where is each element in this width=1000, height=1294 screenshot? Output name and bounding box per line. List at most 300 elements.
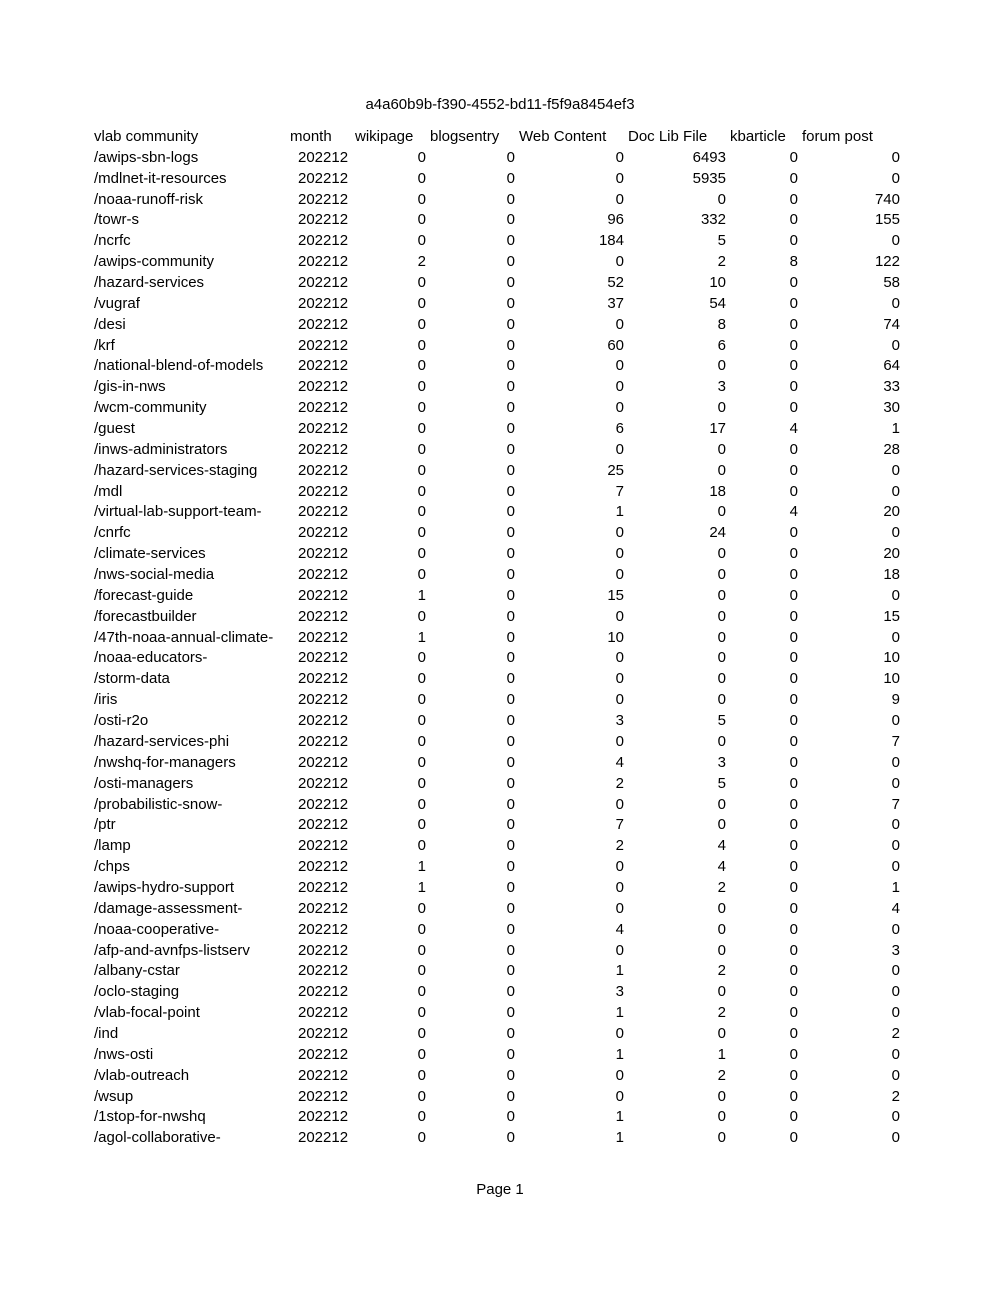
wikipage-cell: 0 <box>417 649 426 667</box>
table-row <box>92 315 904 336</box>
community-cell: /ind <box>94 1024 119 1042</box>
page-number: Page 1 <box>476 1181 524 1198</box>
forum-post-cell: 2 <box>891 1024 900 1042</box>
kbarticle-cell: 0 <box>789 315 798 333</box>
doc-lib-file-cell: 0 <box>717 816 726 834</box>
kbarticle-cell: 0 <box>789 461 798 479</box>
month-cell: 202212 <box>298 148 349 166</box>
web-content-cell: 25 <box>607 461 624 479</box>
forum-post-cell: 0 <box>891 816 900 834</box>
community-cell: /guest <box>94 420 135 438</box>
community-cell: /ncrfc <box>94 232 131 250</box>
kbarticle-cell: 0 <box>789 357 798 375</box>
kbarticle-cell: 0 <box>789 440 798 458</box>
community-cell: /wsup <box>94 1087 134 1105</box>
kbarticle-cell: 0 <box>789 545 798 563</box>
table-row <box>92 1087 904 1108</box>
doc-lib-file-cell: 6 <box>717 336 726 354</box>
kbarticle-cell: 0 <box>789 1087 798 1105</box>
wikipage-cell: 0 <box>417 461 426 479</box>
blogsentry-cell: 0 <box>506 1129 515 1147</box>
month-cell: 202212 <box>298 1024 349 1042</box>
col-header-blogsentry: blogsentry <box>430 128 500 145</box>
blogsentry-cell: 0 <box>506 524 515 542</box>
doc-lib-file-cell: 0 <box>717 440 726 458</box>
forum-post-cell: 155 <box>874 211 900 229</box>
web-content-cell: 0 <box>615 253 624 271</box>
web-content-cell: 4 <box>615 920 624 938</box>
blogsentry-cell: 0 <box>506 211 515 229</box>
forum-post-cell: 0 <box>891 586 900 604</box>
doc-lib-file-cell: 0 <box>717 1087 726 1105</box>
month-cell: 202212 <box>298 712 349 730</box>
community-cell: /towr-s <box>94 211 139 229</box>
forum-post-cell: 0 <box>891 712 900 730</box>
month-cell: 202212 <box>298 211 349 229</box>
wikipage-cell: 0 <box>417 420 426 438</box>
wikipage-cell: 0 <box>417 294 426 312</box>
forum-post-cell: 7 <box>891 795 900 813</box>
month-cell: 202212 <box>298 274 349 292</box>
wikipage-cell: 0 <box>417 148 426 166</box>
table-row <box>92 398 904 419</box>
community-cell: /oclo-staging <box>94 983 180 1001</box>
table-row <box>92 1066 904 1087</box>
wikipage-cell: 0 <box>417 607 426 625</box>
table-row <box>92 1024 904 1045</box>
community-cell: /awips-sbn-logs <box>94 148 199 166</box>
blogsentry-cell: 0 <box>506 1045 515 1063</box>
community-cell: /desi <box>94 315 126 333</box>
web-content-cell: 0 <box>615 1066 624 1084</box>
kbarticle-cell: 0 <box>789 399 798 417</box>
kbarticle-cell: 0 <box>789 816 798 834</box>
kbarticle-cell: 0 <box>789 274 798 292</box>
forum-post-cell: 4 <box>891 899 900 917</box>
community-cell: /iris <box>94 691 118 709</box>
community-cell: /vugraf <box>94 294 140 312</box>
blogsentry-cell: 0 <box>506 962 515 980</box>
community-cell: /forecastbuilder <box>94 607 197 625</box>
wikipage-cell: 0 <box>417 1129 426 1147</box>
web-content-cell: 37 <box>607 294 624 312</box>
table-row <box>92 732 904 753</box>
kbarticle-cell: 0 <box>789 1108 798 1126</box>
doc-lib-file-cell: 2 <box>717 962 726 980</box>
kbarticle-cell: 0 <box>789 190 798 208</box>
month-cell: 202212 <box>298 1129 349 1147</box>
web-content-cell: 184 <box>598 232 624 250</box>
web-content-cell: 1 <box>615 1108 624 1126</box>
blogsentry-cell: 0 <box>506 670 515 688</box>
doc-lib-file-cell: 4 <box>717 837 726 855</box>
month-cell: 202212 <box>298 774 349 792</box>
table-row <box>92 607 904 628</box>
forum-post-cell: 0 <box>891 1066 900 1084</box>
community-cell: /virtual-lab-support-team- <box>94 503 262 521</box>
blogsentry-cell: 0 <box>506 586 515 604</box>
forum-post-cell: 0 <box>891 983 900 1001</box>
web-content-cell: 96 <box>607 211 624 229</box>
forum-post-cell: 10 <box>883 649 900 667</box>
month-cell: 202212 <box>298 232 349 250</box>
kbarticle-cell: 0 <box>789 232 798 250</box>
web-content-cell: 0 <box>615 670 624 688</box>
wikipage-cell: 0 <box>417 983 426 1001</box>
table-row <box>92 523 904 544</box>
wikipage-cell: 0 <box>417 1066 426 1084</box>
month-cell: 202212 <box>298 336 349 354</box>
month-cell: 202212 <box>298 169 349 187</box>
col-header-month: month <box>290 128 332 145</box>
web-content-cell: 0 <box>615 899 624 917</box>
blogsentry-cell: 0 <box>506 545 515 563</box>
web-content-cell: 0 <box>615 566 624 584</box>
wikipage-cell: 0 <box>417 962 426 980</box>
web-content-cell: 2 <box>615 774 624 792</box>
web-content-cell: 7 <box>615 816 624 834</box>
wikipage-cell: 0 <box>417 274 426 292</box>
month-cell: 202212 <box>298 1108 349 1126</box>
kbarticle-cell: 0 <box>789 336 798 354</box>
forum-post-cell: 0 <box>891 232 900 250</box>
col-header-kbarticle: kbarticle <box>730 128 786 145</box>
kbarticle-cell: 8 <box>789 253 798 271</box>
forum-post-cell: 30 <box>883 399 900 417</box>
wikipage-cell: 0 <box>417 1087 426 1105</box>
doc-lib-file-cell: 5 <box>717 712 726 730</box>
community-cell: /47th-noaa-annual-climate- <box>94 628 274 646</box>
table-row <box>92 502 904 523</box>
web-content-cell: 0 <box>615 440 624 458</box>
blogsentry-cell: 0 <box>506 336 515 354</box>
col-header-forum-post: forum post <box>802 128 873 145</box>
kbarticle-cell: 0 <box>789 169 798 187</box>
wikipage-cell: 0 <box>417 232 426 250</box>
kbarticle-cell: 0 <box>789 566 798 584</box>
table-row <box>92 461 904 482</box>
doc-lib-file-cell: 10 <box>709 274 726 292</box>
blogsentry-cell: 0 <box>506 461 515 479</box>
wikipage-cell: 0 <box>417 336 426 354</box>
web-content-cell: 1 <box>615 503 624 521</box>
table-row <box>92 795 904 816</box>
forum-post-cell: 0 <box>891 1108 900 1126</box>
forum-post-cell: 20 <box>883 503 900 521</box>
forum-post-cell: 3 <box>891 941 900 959</box>
month-cell: 202212 <box>298 545 349 563</box>
table-row <box>92 1107 904 1128</box>
kbarticle-cell: 0 <box>789 920 798 938</box>
month-cell: 202212 <box>298 628 349 646</box>
blogsentry-cell: 0 <box>506 440 515 458</box>
table-row <box>92 690 904 711</box>
table-row <box>92 753 904 774</box>
doc-lib-file-cell: 0 <box>717 190 726 208</box>
table-row <box>92 565 904 586</box>
blogsentry-cell: 0 <box>506 503 515 521</box>
blogsentry-cell: 0 <box>506 482 515 500</box>
wikipage-cell: 1 <box>417 858 426 876</box>
community-cell: /national-blend-of-models <box>94 357 264 375</box>
doc-lib-file-cell: 0 <box>717 670 726 688</box>
blogsentry-cell: 0 <box>506 795 515 813</box>
table-row <box>92 982 904 1003</box>
doc-lib-file-cell: 54 <box>709 294 726 312</box>
doc-lib-file-cell: 4 <box>717 858 726 876</box>
document-title: a4a60b9b-f390-4552-bd11-f5f9a8454ef3 <box>365 96 635 113</box>
community-cell: /damage-assessment- <box>94 899 243 917</box>
community-cell: /lamp <box>94 837 131 855</box>
forum-post-cell: 0 <box>891 753 900 771</box>
wikipage-cell: 0 <box>417 941 426 959</box>
web-content-cell: 3 <box>615 983 624 1001</box>
month-cell: 202212 <box>298 1004 349 1022</box>
web-content-cell: 0 <box>615 941 624 959</box>
web-content-cell: 3 <box>615 712 624 730</box>
wikipage-cell: 0 <box>417 315 426 333</box>
web-content-cell: 4 <box>615 753 624 771</box>
table-row <box>92 774 904 795</box>
community-cell: /chps <box>94 858 130 876</box>
blogsentry-cell: 0 <box>506 190 515 208</box>
col-header-vlab-community: vlab community <box>94 128 199 145</box>
doc-lib-file-cell: 3 <box>717 378 726 396</box>
month-cell: 202212 <box>298 566 349 584</box>
wikipage-cell: 0 <box>417 503 426 521</box>
wikipage-cell: 2 <box>417 253 426 271</box>
doc-lib-file-cell: 18 <box>709 482 726 500</box>
wikipage-cell: 0 <box>417 482 426 500</box>
month-cell: 202212 <box>298 878 349 896</box>
blogsentry-cell: 0 <box>506 753 515 771</box>
table-row <box>92 1045 904 1066</box>
doc-lib-file-cell: 0 <box>717 1108 726 1126</box>
blogsentry-cell: 0 <box>506 253 515 271</box>
doc-lib-file-cell: 0 <box>717 920 726 938</box>
kbarticle-cell: 0 <box>789 670 798 688</box>
forum-post-cell: 18 <box>883 566 900 584</box>
doc-lib-file-cell: 332 <box>700 211 726 229</box>
community-cell: /noaa-educators- <box>94 649 208 667</box>
table-row <box>92 356 904 377</box>
blogsentry-cell: 0 <box>506 1024 515 1042</box>
forum-post-cell: 1 <box>891 420 900 438</box>
blogsentry-cell: 0 <box>506 1087 515 1105</box>
table-row <box>92 419 904 440</box>
month-cell: 202212 <box>298 941 349 959</box>
month-cell: 202212 <box>298 1045 349 1063</box>
table-row <box>92 482 904 503</box>
kbarticle-cell: 0 <box>789 586 798 604</box>
blogsentry-cell: 0 <box>506 878 515 896</box>
community-cell: /mdlnet-it-resources <box>94 169 227 187</box>
wikipage-cell: 0 <box>417 190 426 208</box>
community-cell: /wcm-community <box>94 399 207 417</box>
community-cell: /hazard-services <box>94 274 205 292</box>
doc-lib-file-cell: 2 <box>717 878 726 896</box>
month-cell: 202212 <box>298 1066 349 1084</box>
forum-post-cell: 7 <box>891 732 900 750</box>
forum-post-cell: 0 <box>891 920 900 938</box>
community-cell: /osti-r2o <box>94 712 149 730</box>
forum-post-cell: 74 <box>883 315 900 333</box>
web-content-cell: 0 <box>615 691 624 709</box>
blogsentry-cell: 0 <box>506 315 515 333</box>
month-cell: 202212 <box>298 732 349 750</box>
web-content-cell: 2 <box>615 837 624 855</box>
wikipage-cell: 0 <box>417 357 426 375</box>
web-content-cell: 0 <box>615 399 624 417</box>
wikipage-cell: 0 <box>417 524 426 542</box>
web-content-cell: 0 <box>615 190 624 208</box>
wikipage-cell: 0 <box>417 712 426 730</box>
doc-lib-file-cell: 17 <box>709 420 726 438</box>
forum-post-cell: 0 <box>891 628 900 646</box>
kbarticle-cell: 0 <box>789 858 798 876</box>
header-row <box>92 127 904 148</box>
community-cell: /cnrfc <box>94 524 131 542</box>
web-content-cell: 15 <box>607 586 624 604</box>
forum-post-cell: 58 <box>883 274 900 292</box>
blogsentry-cell: 0 <box>506 691 515 709</box>
kbarticle-cell: 0 <box>789 962 798 980</box>
kbarticle-cell: 0 <box>789 899 798 917</box>
doc-lib-file-cell: 0 <box>717 1024 726 1042</box>
doc-lib-file-cell: 24 <box>709 524 726 542</box>
table-row <box>92 899 904 920</box>
kbarticle-cell: 0 <box>789 774 798 792</box>
web-content-cell: 0 <box>615 357 624 375</box>
table-row <box>92 252 904 273</box>
community-cell: /vlab-outreach <box>94 1066 190 1084</box>
web-content-cell: 0 <box>615 732 624 750</box>
doc-lib-file-cell: 3 <box>717 753 726 771</box>
doc-lib-file-cell: 5 <box>717 774 726 792</box>
table-row <box>92 836 904 857</box>
blogsentry-cell: 0 <box>506 1004 515 1022</box>
table-row <box>92 628 904 649</box>
blogsentry-cell: 0 <box>506 816 515 834</box>
doc-lib-file-cell: 0 <box>717 503 726 521</box>
community-cell: /nws-osti <box>94 1045 154 1063</box>
web-content-cell: 7 <box>615 482 624 500</box>
web-content-cell: 0 <box>615 315 624 333</box>
blogsentry-cell: 0 <box>506 169 515 187</box>
blogsentry-cell: 0 <box>506 232 515 250</box>
month-cell: 202212 <box>298 983 349 1001</box>
doc-lib-file-cell: 2 <box>717 253 726 271</box>
table-row <box>92 857 904 878</box>
month-cell: 202212 <box>298 816 349 834</box>
web-content-cell: 1 <box>615 1129 624 1147</box>
web-content-cell: 0 <box>615 649 624 667</box>
web-content-cell: 1 <box>615 962 624 980</box>
forum-post-cell: 0 <box>891 336 900 354</box>
wikipage-cell: 0 <box>417 378 426 396</box>
forum-post-cell: 0 <box>891 1045 900 1063</box>
doc-lib-file-cell: 0 <box>717 691 726 709</box>
community-cell: /storm-data <box>94 670 170 688</box>
community-cell: /inws-administrators <box>94 440 228 458</box>
wikipage-cell: 0 <box>417 753 426 771</box>
blogsentry-cell: 0 <box>506 628 515 646</box>
wikipage-cell: 0 <box>417 169 426 187</box>
kbarticle-cell: 0 <box>789 211 798 229</box>
blogsentry-cell: 0 <box>506 607 515 625</box>
forum-post-cell: 0 <box>891 461 900 479</box>
table-row <box>92 544 904 565</box>
forum-post-cell: 0 <box>891 837 900 855</box>
community-cell: /gis-in-nws <box>94 378 166 396</box>
forum-post-cell: 28 <box>883 440 900 458</box>
month-cell: 202212 <box>298 920 349 938</box>
month-cell: 202212 <box>298 649 349 667</box>
table-row <box>92 190 904 211</box>
kbarticle-cell: 0 <box>789 524 798 542</box>
month-cell: 202212 <box>298 858 349 876</box>
doc-lib-file-cell: 2 <box>717 1066 726 1084</box>
kbarticle-cell: 0 <box>789 1004 798 1022</box>
community-cell: /forecast-guide <box>94 586 194 604</box>
col-header-doc-lib-file: Doc Lib File <box>628 128 708 145</box>
forum-post-cell: 2 <box>891 1087 900 1105</box>
forum-post-cell: 0 <box>891 962 900 980</box>
community-cell: /nwshq-for-managers <box>94 753 236 771</box>
month-cell: 202212 <box>298 315 349 333</box>
web-content-cell: 0 <box>615 795 624 813</box>
community-cell: /noaa-cooperative- <box>94 920 220 938</box>
wikipage-cell: 0 <box>417 920 426 938</box>
doc-lib-file-cell: 0 <box>717 586 726 604</box>
month-cell: 202212 <box>298 524 349 542</box>
table-row <box>92 669 904 690</box>
kbarticle-cell: 0 <box>789 1024 798 1042</box>
doc-lib-file-cell: 5935 <box>692 169 726 187</box>
wikipage-cell: 0 <box>417 440 426 458</box>
month-cell: 202212 <box>298 670 349 688</box>
forum-post-cell: 9 <box>891 691 900 709</box>
kbarticle-cell: 4 <box>789 420 798 438</box>
web-content-cell: 52 <box>607 274 624 292</box>
wikipage-cell: 0 <box>417 795 426 813</box>
month-cell: 202212 <box>298 691 349 709</box>
kbarticle-cell: 0 <box>789 378 798 396</box>
doc-lib-file-cell: 0 <box>717 649 726 667</box>
month-cell: 202212 <box>298 1087 349 1105</box>
kbarticle-cell: 0 <box>789 607 798 625</box>
wikipage-cell: 0 <box>417 1045 426 1063</box>
blogsentry-cell: 0 <box>506 1066 515 1084</box>
kbarticle-cell: 0 <box>789 941 798 959</box>
blogsentry-cell: 0 <box>506 941 515 959</box>
wikipage-cell: 0 <box>417 1004 426 1022</box>
wikipage-cell: 0 <box>417 566 426 584</box>
community-cell: /krf <box>94 336 115 354</box>
month-cell: 202212 <box>298 461 349 479</box>
month-cell: 202212 <box>298 795 349 813</box>
forum-post-cell: 0 <box>891 148 900 166</box>
month-cell: 202212 <box>298 357 349 375</box>
forum-post-cell: 122 <box>874 253 900 271</box>
web-content-cell: 0 <box>615 1024 624 1042</box>
table-row <box>92 920 904 941</box>
month-cell: 202212 <box>298 378 349 396</box>
community-cell: /ptr <box>94 816 116 834</box>
table-row <box>92 961 904 982</box>
kbarticle-cell: 0 <box>789 732 798 750</box>
kbarticle-cell: 0 <box>789 795 798 813</box>
